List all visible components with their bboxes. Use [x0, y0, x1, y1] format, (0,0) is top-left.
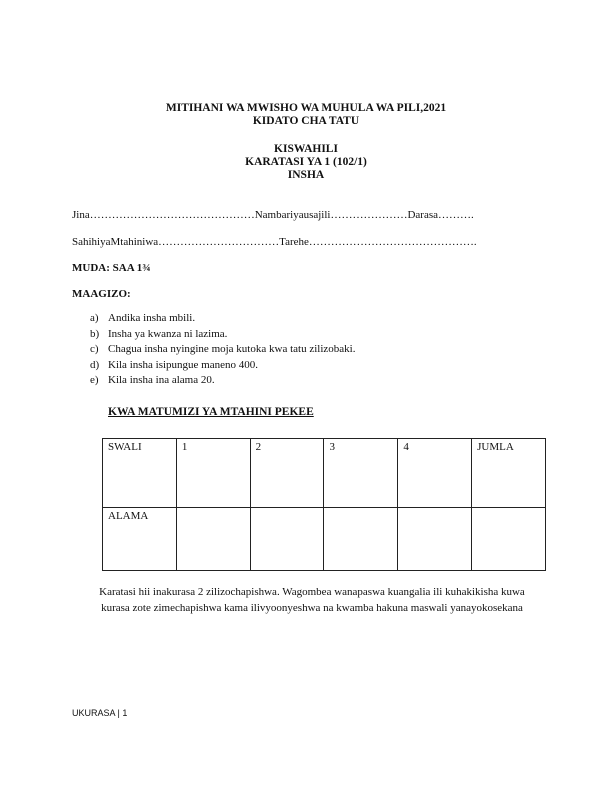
instruction-item: e) Kila insha ina alama 20.	[90, 374, 215, 386]
instruction-item: b) Insha ya kwanza ni lazima.	[90, 327, 228, 340]
score-label-cell: ALAMA	[103, 508, 177, 571]
total-score-cell[interactable]	[472, 508, 546, 571]
instructions-list	[90, 311, 355, 389]
page-count-note: Karatasi hii inakurasa 2 zilizochapishwa. Wagombea wanapaswa kuangalia ili kuhakikisha kuwa kurasa zote zimechapishwa kama ilivyoonyeshwa na kwamba hakuna maswali yanayokosekana	[99, 586, 525, 614]
instruction-item: c) Chagua insha nyingine moja kutoka kwa tatu zilizobaki.	[90, 343, 356, 355]
score-cell[interactable]	[398, 508, 472, 571]
table-header-cell: 3	[324, 439, 398, 508]
table-header-cell: 4	[398, 439, 472, 508]
form-level: KIDATO CHA TATU	[252, 115, 360, 127]
signature-date-line: SahihiyaMtahiniwa……………………………Tarehe……………………………………….	[72, 236, 477, 248]
score-cell[interactable]	[250, 508, 324, 571]
page-footer: UKURASA | 1	[72, 708, 128, 718]
table-header-cell: 2	[250, 439, 324, 508]
candidate-details-line: Jina………………………………………Nambariyausajili…………………Darasa……….	[72, 209, 474, 221]
examiner-use-heading: KWA MATUMIZI YA MTAHINI PEKEE	[108, 406, 314, 418]
instructions-heading: MAAGIZO:	[72, 288, 131, 300]
instruction-item: a) Andika insha mbili.	[90, 312, 196, 324]
duration: MUDA: SAA 1¾	[72, 262, 151, 274]
table-row	[103, 439, 546, 508]
instruction-item: d) Kila insha isipungue maneno 400.	[90, 358, 259, 371]
table-header-cell: JUMLA	[472, 439, 546, 508]
table-row	[103, 508, 546, 571]
score-cell[interactable]	[176, 508, 250, 571]
table-header-cell: SWALI	[103, 439, 177, 508]
paper-type: INSHA	[287, 169, 325, 181]
exam-title: MITIHANI WA MWISHO WA MUHULA WA PILI,2021	[165, 102, 447, 114]
score-cell[interactable]	[324, 508, 398, 571]
subject-title: KISWAHILI	[274, 143, 338, 155]
score-table	[102, 438, 546, 571]
table-header-cell: 1	[176, 439, 250, 508]
paper-title: KARATASI YA 1 (102/1)	[245, 156, 367, 168]
